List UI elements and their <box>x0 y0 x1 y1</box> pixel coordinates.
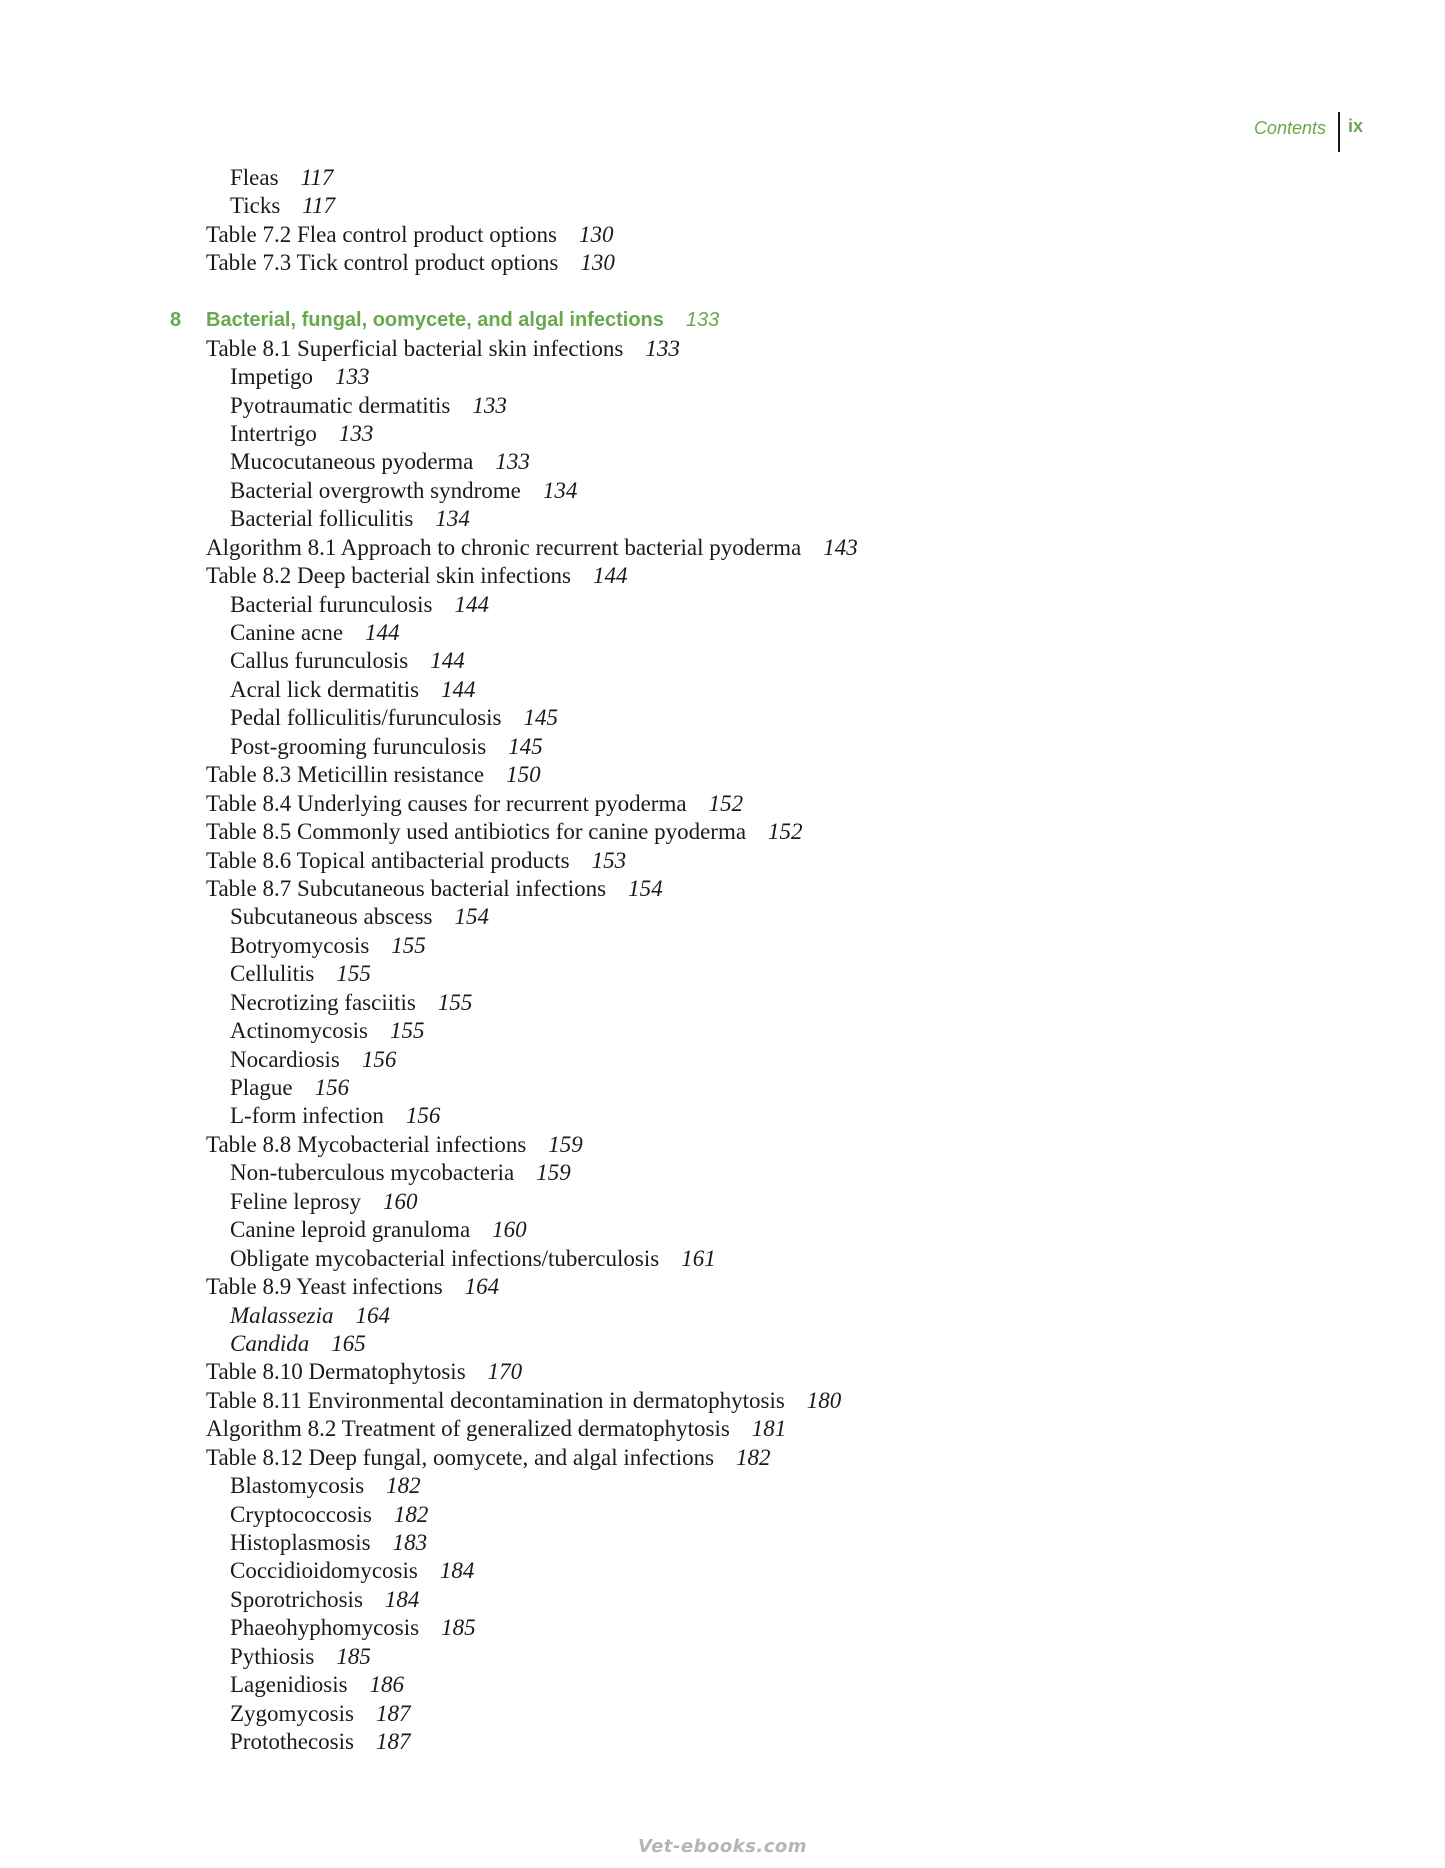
toc-entry-label: Cellulitis <box>230 961 315 987</box>
toc-entry[interactable] <box>0 1415 1445 1443</box>
toc-entry-page: 153 <box>591 847 627 873</box>
toc-entry[interactable] <box>0 1159 1445 1187</box>
toc-entry-page: 133 <box>338 420 374 446</box>
toc-entry-label: Cryptococcosis <box>230 1501 372 1527</box>
toc-entry-page: 165 <box>331 1330 366 1356</box>
toc-entry[interactable] <box>0 1444 1445 1472</box>
toc-entry-page: 156 <box>405 1103 441 1129</box>
toc-entry-page: 164 <box>355 1302 390 1328</box>
toc-entry[interactable] <box>0 477 1445 505</box>
toc-entry-label: Zygomycosis <box>230 1700 354 1726</box>
toc-entry-label: Bacterial furunculosis <box>230 591 433 617</box>
toc-entry[interactable] <box>0 505 1445 533</box>
toc-entry-page: 170 <box>487 1359 523 1385</box>
toc-entry-label: Malassezia <box>230 1302 334 1328</box>
toc-entry-page: 134 <box>435 506 470 532</box>
continued-entries <box>0 164 1445 278</box>
toc-entry-page: 134 <box>542 477 578 503</box>
toc-entry-page: 155 <box>336 961 371 987</box>
toc-entry-page: 133 <box>335 364 370 390</box>
toc-entry-label: Coccidioidomycosis <box>230 1558 418 1584</box>
toc-entry[interactable] <box>0 1074 1445 1102</box>
toc-entry[interactable] <box>0 733 1445 761</box>
toc-entry-page: 133 <box>472 392 507 418</box>
toc-entry-page: 133 <box>495 449 530 475</box>
toc-entry[interactable] <box>0 221 1445 249</box>
chapter-title: Bacterial, fungal, oomycete, and algal infections <box>206 309 664 332</box>
toc-entry[interactable] <box>0 676 1445 704</box>
toc-entry[interactable] <box>0 392 1445 420</box>
toc-entry-page: 184 <box>384 1586 420 1612</box>
toc-entry-page: 144 <box>430 648 465 674</box>
toc-entry-label: Subcutaneous abscess <box>230 904 433 930</box>
toc-entry-page: 160 <box>492 1217 527 1243</box>
toc-entry-label: Mucocutaneous pyoderma <box>230 449 474 475</box>
toc-entry-page: 182 <box>393 1501 429 1527</box>
toc-entry-page: 159 <box>548 1131 583 1157</box>
toc-entry[interactable] <box>0 1728 1445 1756</box>
toc-entry-label: Impetigo <box>230 364 314 390</box>
toc-entry[interactable] <box>0 1586 1445 1614</box>
toc-entry-label: Plague <box>230 1075 293 1100</box>
toc-entry-label: Table 8.5 Commonly used antibiotics for canine pyoderma <box>206 819 747 845</box>
toc-entry-page: 156 <box>314 1075 350 1100</box>
toc-entry-label: Pedal folliculitis/furunculosis <box>230 705 502 731</box>
chapter-page: 133 <box>685 309 720 332</box>
toc-entry-label: Fleas <box>230 165 279 190</box>
toc-entry-label: Table 8.9 Yeast infections <box>206 1274 443 1300</box>
toc-entry-page: 130 <box>580 250 615 276</box>
toc-entry[interactable] <box>0 1671 1445 1699</box>
toc-entry-label: Table 8.3 Meticillin resistance <box>206 762 485 788</box>
toc-entry[interactable] <box>0 1529 1445 1557</box>
toc-entry[interactable] <box>0 619 1445 647</box>
toc-entry-label: Botryomycosis <box>230 932 370 958</box>
toc-entry-label: Table 8.1 Superficial bacterial skin infections <box>206 335 624 361</box>
toc-entry[interactable] <box>0 1501 1445 1529</box>
toc-entry-page: 156 <box>361 1046 397 1072</box>
toc-entry-page: 144 <box>441 676 476 702</box>
page-number: ix <box>1347 116 1363 136</box>
toc-entry-page: 161 <box>681 1245 716 1271</box>
toc-entry[interactable] <box>0 1614 1445 1642</box>
toc-entry-label: Table 7.3 Tick control product options <box>206 250 559 276</box>
toc-entry-label: Table 8.4 Underlying causes for recurrent pyoderma <box>206 790 687 816</box>
toc-entry-label: Callus furunculosis <box>230 648 409 674</box>
toc-entry[interactable] <box>0 249 1445 277</box>
toc-entry-page: 144 <box>592 563 628 589</box>
toc-entry[interactable] <box>0 335 1445 363</box>
toc-entry[interactable] <box>0 562 1445 590</box>
toc-entry[interactable] <box>0 1046 1445 1074</box>
toc-entry-page: 159 <box>536 1160 571 1186</box>
toc-entry[interactable] <box>0 790 1445 818</box>
toc-entry-page: 155 <box>437 989 473 1015</box>
toc-entry-page: 152 <box>768 819 803 845</box>
toc-entry-page: 186 <box>369 1672 405 1698</box>
running-header-section: Contents <box>1253 118 1326 138</box>
toc-entry[interactable] <box>0 1131 1445 1159</box>
toc-entry-label: L-form infection <box>230 1103 384 1129</box>
toc-entry[interactable] <box>0 420 1445 448</box>
toc-entry-page: 184 <box>439 1558 475 1584</box>
toc-entry[interactable] <box>0 1245 1445 1273</box>
toc-entry[interactable] <box>0 591 1445 619</box>
toc-entry-label: Table 8.7 Subcutaneous bacterial infections <box>206 875 607 901</box>
toc-entry-label: Table 8.2 Deep bacterial skin infections <box>206 563 571 589</box>
toc-entry[interactable] <box>0 192 1445 220</box>
toc-entry-page: 164 <box>464 1274 500 1300</box>
toc-entry[interactable] <box>0 903 1445 931</box>
toc-entry[interactable] <box>0 1216 1445 1244</box>
toc-entry-label: Table 8.12 Deep fungal, oomycete, and algal infections <box>206 1444 715 1470</box>
toc-entry-label: Phaeohyphomycosis <box>230 1615 420 1641</box>
toc-entry-page: 133 <box>645 335 680 361</box>
toc-entry-page: 185 <box>336 1643 371 1669</box>
toc-entry-page: 187 <box>375 1729 411 1755</box>
toc-entry[interactable] <box>0 448 1445 476</box>
toc-entry[interactable] <box>0 932 1445 960</box>
toc-entry-label: Intertrigo <box>230 420 317 446</box>
toc-entry-page: 143 <box>823 534 858 560</box>
toc-entry-label: Table 7.2 Flea control product options <box>206 221 557 247</box>
running-header <box>1254 112 1363 152</box>
toc-entry[interactable] <box>0 1387 1445 1415</box>
chapter-title-wrap <box>206 306 719 334</box>
toc-entry-label: Nocardiosis <box>230 1046 340 1072</box>
toc-entry-label: Lagenidiosis <box>230 1672 348 1698</box>
toc-entry-page: 187 <box>375 1700 411 1726</box>
toc-entry-page: 185 <box>441 1615 476 1641</box>
toc-entry-label: Non-tuberculous mycobacteria <box>230 1160 515 1186</box>
toc-entry-page: 130 <box>579 221 614 247</box>
toc-entry[interactable] <box>0 1102 1445 1130</box>
toc-entry-label: Algorithm 8.1 Approach to chronic recurrent bacterial pyoderma <box>206 534 802 560</box>
toc-entry[interactable] <box>0 1358 1445 1386</box>
toc-entry-label: Table 8.6 Topical antibacterial products <box>206 847 570 873</box>
toc-entry-page: 144 <box>365 620 400 645</box>
toc-entry-page: 144 <box>454 591 489 617</box>
toc-entry-page: 181 <box>751 1416 787 1442</box>
toc-entry-label: Table 8.10 Dermatophytosis <box>206 1359 466 1385</box>
toc-entry-label: Algorithm 8.2 Treatment of generalized dermatophytosis <box>206 1416 730 1442</box>
toc-entry[interactable] <box>0 363 1445 391</box>
toc-entry-label: Blastomycosis <box>230 1473 365 1499</box>
toc-entry[interactable] <box>0 847 1445 875</box>
toc-entry-page: 154 <box>628 875 663 901</box>
toc-entry[interactable] <box>0 1330 1445 1358</box>
toc-entry[interactable] <box>0 761 1445 789</box>
toc-entry-label: Sporotrichosis <box>230 1586 363 1612</box>
toc-entry[interactable] <box>0 960 1445 988</box>
toc-entry-label: Post-grooming furunculosis <box>230 733 487 759</box>
toc-entry-label: Protothecosis <box>230 1729 354 1755</box>
toc-entry-label: Table 8.8 Mycobacterial infections <box>206 1131 527 1157</box>
toc-entry-label: Table 8.11 Environmental decontamination in dermatophytosis <box>206 1387 785 1413</box>
toc-entry[interactable] <box>0 164 1445 192</box>
chapter-number: 8 <box>170 309 182 332</box>
toc-entry[interactable] <box>0 534 1445 562</box>
toc-entry-label: Actinomycosis <box>230 1018 368 1044</box>
toc-entry[interactable] <box>0 1017 1445 1045</box>
toc-entry[interactable] <box>0 1302 1445 1330</box>
toc-entry-page: 183 <box>392 1530 428 1555</box>
watermark-logo: Vet-ebooks.com <box>637 1836 808 1857</box>
toc-entry[interactable] <box>0 818 1445 846</box>
toc-entry-label: Canine acne <box>230 620 344 645</box>
toc-entry-label: Obligate mycobacterial infections/tuberculosis <box>230 1245 660 1271</box>
toc-entry-page: 152 <box>708 790 744 816</box>
toc-entry-page: 154 <box>454 904 489 930</box>
toc-entry-label: Bacterial folliculitis <box>230 506 414 532</box>
toc-entry[interactable] <box>0 647 1445 675</box>
toc-entry[interactable] <box>0 1188 1445 1216</box>
toc-entry-page: 150 <box>506 762 541 788</box>
toc-entry-label: Feline leprosy <box>230 1188 361 1214</box>
toc-entry[interactable] <box>0 1472 1445 1500</box>
toc-entry[interactable] <box>0 875 1445 903</box>
toc-entry[interactable] <box>0 1557 1445 1585</box>
toc-entry-page: 160 <box>382 1188 418 1214</box>
toc-entry[interactable] <box>0 704 1445 732</box>
toc-entry-page: 180 <box>806 1387 842 1413</box>
toc-entry-label: Pythiosis <box>230 1643 315 1669</box>
toc-entry-label: Histoplasmosis <box>230 1530 371 1555</box>
toc-entry-page: 155 <box>390 1018 425 1044</box>
toc-entry-page: 182 <box>386 1473 421 1499</box>
chapter-entries <box>0 335 1445 1757</box>
toc-entry-label: Acral lick dermatitis <box>230 676 420 702</box>
toc-entry-page: 117 <box>300 165 334 190</box>
chapter-heading[interactable] <box>0 306 1445 334</box>
toc-entry[interactable] <box>0 1273 1445 1301</box>
toc-entry-label: Bacterial overgrowth syndrome <box>230 477 521 503</box>
toc-entry-page: 145 <box>508 733 543 759</box>
toc-entry-page: 155 <box>391 932 426 958</box>
toc-entry[interactable] <box>0 989 1445 1017</box>
toc-entry-label: Canine leproid granuloma <box>230 1217 471 1243</box>
toc-entry-label: Candida <box>230 1330 310 1356</box>
toc-entry-page: 182 <box>736 1444 771 1470</box>
toc-entry-label: Ticks <box>230 193 281 219</box>
toc-entry-page: 145 <box>523 705 558 731</box>
toc-entry-label: Necrotizing fasciitis <box>230 989 416 1015</box>
toc-entry-label: Pyotraumatic dermatitis <box>230 392 451 418</box>
toc-entry[interactable] <box>0 1700 1445 1728</box>
toc-entry[interactable] <box>0 1643 1445 1671</box>
table-of-contents <box>0 164 1445 1757</box>
toc-entry-page: 117 <box>302 193 336 219</box>
